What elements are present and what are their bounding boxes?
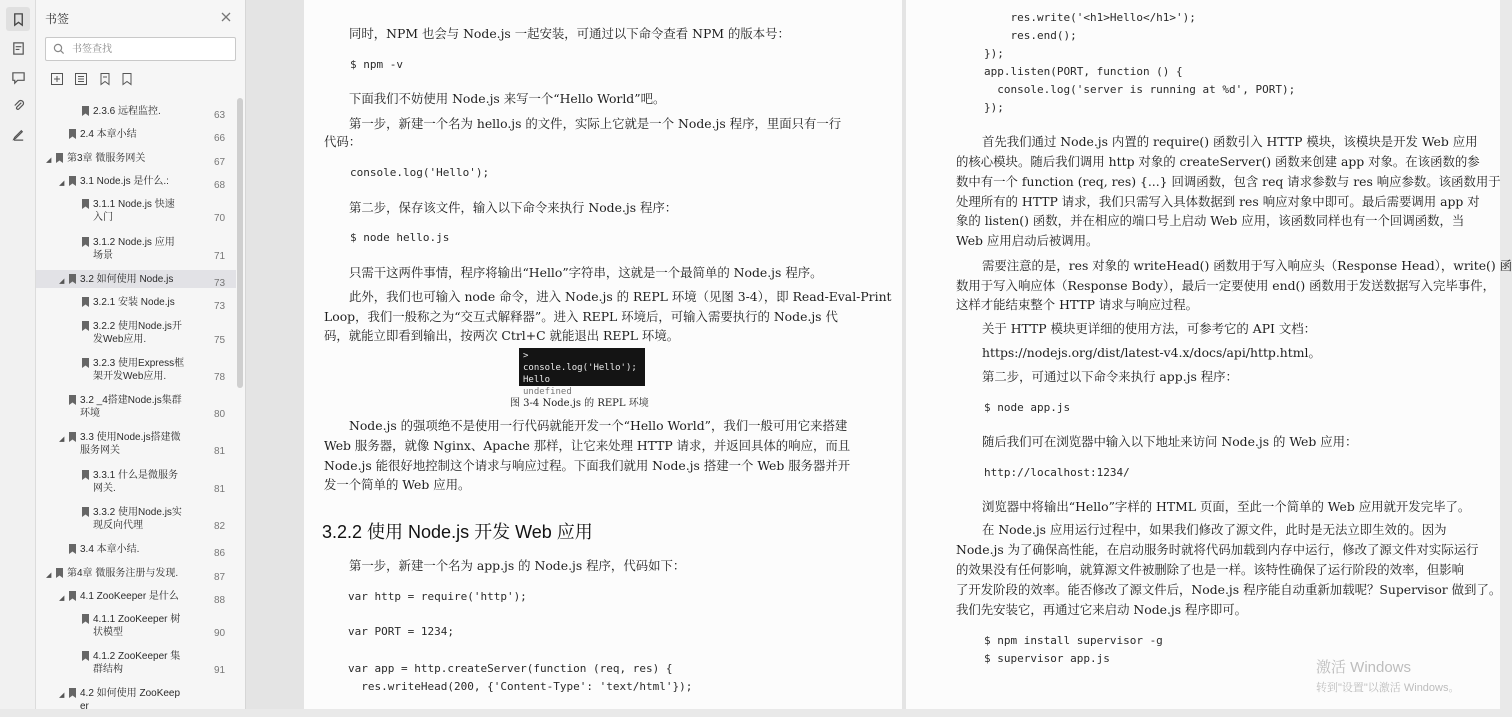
- bookmark-icon: [82, 614, 89, 624]
- paragraph: 第二步，保存该文件，输入以下命令来执行 Node.js 程序：: [349, 200, 678, 215]
- bookmark-label-line: 3.1.1 Node.js 快速: [93, 199, 175, 210]
- bookmark-item[interactable]: [36, 357, 236, 387]
- bookmark-icon: [82, 199, 89, 209]
- bookmark-label-line: 群结构: [93, 664, 123, 675]
- bookmark-label-line: 架开发Web应用.: [93, 371, 167, 382]
- bookmark-icon: [69, 591, 76, 601]
- bookmark-label-line: 3.3.1 什么是微服务: [93, 470, 179, 481]
- bookmark-icon: [82, 651, 89, 661]
- figure-caption: 图 3-4 Node.js 的 REPL 环境: [510, 398, 649, 409]
- bookmark-label: [93, 506, 182, 532]
- bookmark-label-line: 4.1.1 ZooKeeper 树: [93, 614, 181, 625]
- bookmark-label: [80, 273, 173, 286]
- bookmark-label-line: 2.3.6 远程监控.: [93, 106, 161, 117]
- bookmark-page-number: 88: [214, 595, 226, 606]
- bookmark-page-number: 82: [214, 521, 226, 532]
- search-input[interactable]: [72, 41, 227, 57]
- bookmark-item[interactable]: [36, 198, 236, 228]
- bookmark-item[interactable]: [36, 687, 236, 717]
- paragraph: 象的 listen() 函数，并在相应的端口号上启动 Web 应用，该函数同样也有一个回调函数，当: [956, 213, 1465, 228]
- bookmark-label-line: 4.2 如何使用 ZooKeep: [80, 688, 181, 699]
- bookmark-label: [93, 296, 175, 309]
- bookmark-label: [80, 687, 180, 713]
- paragraph: 此外，我们也可输入 node 命令，进入 Node.js 的 REPL 环境（见图 3-4），即 Read-Eval-Print: [349, 289, 892, 304]
- bookmark-item[interactable]: [36, 296, 236, 314]
- bookmark-item[interactable]: [36, 590, 236, 608]
- bookmark-item[interactable]: [36, 152, 236, 170]
- attachment-icon[interactable]: [6, 93, 30, 117]
- paragraph: 代码：: [324, 134, 362, 149]
- bookmark-item[interactable]: [36, 128, 236, 146]
- bookmark-label-line: 服务网关: [80, 445, 120, 456]
- expand-toggle-icon[interactable]: ◢: [59, 436, 65, 443]
- bookmark-label: [93, 613, 180, 639]
- paragraph: 第一步，新建一个名为 app.js 的 Node.js 程序，代码如下：: [349, 558, 686, 573]
- bookmark-item[interactable]: [36, 270, 236, 288]
- bookmark-item[interactable]: [36, 320, 236, 350]
- expand-toggle-icon[interactable]: ◢: [59, 692, 65, 699]
- bookmark-item[interactable]: [36, 613, 236, 643]
- bookmark-label: [93, 320, 182, 346]
- thumbnail-icon[interactable]: [6, 36, 30, 60]
- bookmark-label-line: 第3章 微服务网关: [67, 153, 146, 164]
- paragraph: 处理所有的 HTTP 请求，我们只需写入具体数据到 res 响应对象中即可。最后需要调用 app 对: [956, 194, 1480, 209]
- bookmark-tree: [36, 98, 236, 712]
- bookmark-label-line: 环境: [80, 408, 100, 419]
- expand-toggle-icon[interactable]: ◢: [59, 595, 65, 602]
- bookmark-icon: [82, 297, 89, 307]
- code-line: $ node app.js: [984, 401, 1071, 414]
- paragraph: 只需干这两件事情，程序将输出“Hello”字符串，这就是一个最简单的 Node.js 程序。: [349, 265, 823, 280]
- repl-line: Hello: [523, 375, 551, 385]
- bookmark-label-line: 3.2 _4搭建Node.js集群: [80, 395, 182, 406]
- paragraph: 关于 HTTP 模块更详细的使用方法，可参考它的 API 文档：: [982, 321, 1317, 336]
- bookmark-icon[interactable]: [6, 7, 30, 31]
- bookmark-label: [93, 357, 184, 383]
- search-icon: [53, 43, 65, 55]
- paragraph: 同时，NPM 也会与 Node.js 一起安装，可通过以下命令查看 NPM 的版本号：: [349, 26, 790, 41]
- bookmark-label-line: 2.4 本章小结: [80, 129, 137, 140]
- code-line: var http = require('http');: [348, 590, 527, 603]
- code-line: $ node hello.js: [350, 231, 450, 244]
- bookmark-label-line: er: [80, 701, 89, 712]
- bookmark-icon: [82, 470, 89, 480]
- signature-icon[interactable]: [6, 122, 30, 146]
- code-block: res.write('<h1>Hello</h1>'); res.end(); }); app.listen(PORT, function () { console.log('server is running at %d', PORT); });: [984, 11, 1296, 114]
- bookmark-icon: [69, 688, 76, 698]
- paragraph: Node.js 的强项绝不是使用一行代码就能开发一个“Hello World”，我们一般可用它来搭建: [349, 418, 848, 433]
- bookmark-page-number: 73: [214, 301, 226, 312]
- paragraph: 在 Node.js 应用运行过程中，如果我们修改了源文件，此时是无法立即生效的。因为: [982, 522, 1447, 537]
- code-line: http://localhost:1234/: [984, 466, 1130, 479]
- bookmark-outline-icon[interactable]: [120, 72, 134, 86]
- paragraph: 需要注意的是，res 对象的 writeHead() 函数用于写入响应头（Response Head），write() 函: [982, 258, 1512, 273]
- bookmark-label: [93, 650, 180, 676]
- bookmark-label-line: 第4章 微服务注册与发现.: [67, 568, 179, 579]
- paragraph: 首先我们通过 Node.js 内置的 require() 函数引入 HTTP 模块，该模块是开发 Web 应用: [982, 134, 1478, 149]
- paragraph: Web 服务器，就像 Nginx、Apache 那样，让它来处理 HTTP 请求，并返回具体的响应，而且: [324, 438, 851, 453]
- bookmark-label-line: 4.1.2 ZooKeeper 集: [93, 651, 181, 662]
- bookmark-item[interactable]: [36, 105, 236, 123]
- bookmark-label: [80, 394, 182, 420]
- bookmark-page-number: 67: [214, 157, 226, 168]
- bookmark-label: [93, 236, 175, 262]
- bookmark-icon: [56, 153, 63, 163]
- bookmark-page-number: 90: [214, 628, 226, 639]
- collapse-all-icon[interactable]: [74, 72, 88, 86]
- bookmark-page-number: 70: [214, 213, 226, 224]
- bookmark-page-number: 86: [214, 548, 226, 559]
- expand-toggle-icon[interactable]: ◢: [59, 278, 65, 285]
- bookmark-label: [80, 431, 181, 457]
- bookmark-page-number: 81: [214, 446, 226, 457]
- bookmark-icon: [69, 395, 76, 405]
- paragraph: 浏览器中将输出“Hello”字样的 HTML 页面，至此一个简单的 Web 应用就开发完毕了。: [982, 499, 1471, 514]
- bookmark-icon: [69, 274, 76, 284]
- paragraph: 这样才能结束整个 HTTP 请求与响应过程。: [956, 297, 1199, 312]
- bookmark-page-number: 66: [214, 133, 226, 144]
- bookmark-page-number: 87: [214, 572, 226, 583]
- code-line: var app = http.createServer(function (req, res) {: [348, 662, 673, 675]
- bookmark-panel: [36, 0, 246, 712]
- code-line: console.log('Hello');: [350, 166, 490, 179]
- bookmark-label: [80, 590, 179, 603]
- document-view: [246, 0, 1512, 709]
- bookmark-item[interactable]: [36, 567, 236, 585]
- paragraph: 码，就能立即看到输出，按两次 Ctrl+C 就能退出 REPL 环境。: [324, 328, 680, 343]
- bookmark-label-line: 发Web应用.: [93, 334, 147, 345]
- code-line: $ npm -v: [350, 58, 403, 71]
- bookmark-label: [80, 128, 137, 141]
- bookmark-icon: [82, 237, 89, 247]
- bookmark-page-number: 63: [214, 110, 226, 121]
- expand-toggle-icon[interactable]: ◢: [59, 180, 65, 187]
- pdf-page-left: [304, 0, 902, 709]
- bookmark-item[interactable]: [36, 175, 236, 193]
- bookmark-page-number: 81: [214, 484, 226, 495]
- bookmark-label-line: 3.2.2 使用Node.js开: [93, 321, 182, 332]
- bookmark-icon: [69, 129, 76, 139]
- bookmark-icon: [82, 507, 89, 517]
- panel-scrollbar[interactable]: [237, 98, 243, 388]
- paragraph: 的核心模块。随后我们调用 http 对象的 createServer() 函数来创建 app 对象。在该函数的参: [956, 154, 1480, 169]
- bookmark-page-number: 91: [214, 665, 226, 676]
- paragraph: 的效果没有任何影响，就算源文件被删除了也是一样。该特性确保了运行阶段的效率，但影响: [956, 562, 1465, 577]
- bookmark-icon: [56, 568, 63, 578]
- bookmark-item[interactable]: [36, 506, 236, 536]
- activate-windows-watermark: [1316, 656, 1460, 695]
- paragraph: Node.js 为了确保高性能，在启动服务时就将代码加载到内存中运行，修改了源文件对实际运行: [956, 542, 1479, 557]
- bookmark-item[interactable]: [36, 394, 236, 424]
- bookmark-label-line: 状模型: [93, 627, 123, 638]
- panel-title: 书签: [45, 12, 70, 26]
- bookmark-label-line: 3.3 使用Node.js搭建微: [80, 432, 181, 443]
- paragraph: 随后我们可在浏览器中输入以下地址来访问 Node.js 的 Web 应用：: [982, 434, 1358, 449]
- bookmark-label: [67, 152, 145, 165]
- paragraph: 我们先安装它，再通过它来启动 Node.js 程序即可。: [956, 602, 1248, 617]
- bookmark-label-line: 入门: [93, 212, 113, 223]
- comment-icon[interactable]: [6, 65, 30, 89]
- section-heading: 3.2.2 使用 Node.js 开发 Web 应用: [322, 522, 593, 542]
- repl-line: undefined: [523, 387, 572, 397]
- bookmark-label: [93, 198, 175, 224]
- paragraph: Loop，我们一般称之为“交互式解释器”。进入 REPL 环境后，可输入需要执行的 Node.js 代: [324, 309, 838, 324]
- bookmark-label: [80, 175, 169, 188]
- watermark-line: 激活 Windows: [1316, 659, 1412, 676]
- bookmark-item[interactable]: [36, 650, 236, 680]
- bookmark-label-line: 3.1 Node.js 是什么.:: [80, 176, 169, 187]
- paragraph: 数用于写入响应体（Response Body），最后一定要使用 end() 函数用于发送数据写入完毕事件，: [956, 278, 1495, 293]
- sidebar-rail: [0, 0, 36, 709]
- bookmark-label-line: 3.2 如何使用 Node.js: [80, 274, 174, 285]
- bookmark-label-line: 4.1 ZooKeeper 是什么: [80, 591, 179, 602]
- paragraph: 了开发阶段的效率。能否修改了源文件后，Node.js 程序能自动重新加载呢？Supervisor 做到了。: [956, 582, 1502, 597]
- paragraph: Node.js 能很好地控制这个请求与响应过程。下面我们就用 Node.js 搭建一个 Web 服务器并开: [324, 458, 851, 473]
- bookmark-label-line: 3.1.2 Node.js 应用: [93, 237, 175, 248]
- code-line: $ npm install supervisor -g: [984, 634, 1163, 647]
- bookmark-icon: [82, 358, 89, 368]
- bookmark-icon: [69, 432, 76, 442]
- watermark-line: 转到"设置"以激活 Windows。: [1316, 682, 1460, 694]
- bookmark-page-number: 71: [214, 251, 226, 262]
- paragraph: 第一步，新建一个名为 hello.js 的文件，实际上它就是一个 Node.js 程序，里面只有一行: [349, 116, 842, 131]
- bookmark-label-line: 3.3.2 使用Node.js实: [93, 507, 182, 518]
- bookmark-icon: [82, 106, 89, 116]
- bookmark-page-number: 80: [214, 409, 226, 420]
- bookmark-item[interactable]: [36, 469, 236, 499]
- code-line: var PORT = 1234;: [348, 625, 454, 638]
- bookmark-page-number: 75: [214, 335, 226, 346]
- paragraph: 数中有一个 function (req, res) {...} 回调函数，包含 req 请求参数与 res 响应参数。该函数用于: [956, 174, 1501, 189]
- paragraph: 第二步，可通过以下命令来执行 app.js 程序：: [982, 369, 1238, 384]
- repl-line: > console.log('Hello');: [523, 351, 637, 373]
- paragraph: 下面我们不妨使用 Node.js 来写一个“Hello World”吧。: [349, 91, 666, 106]
- bookmark-label-line: 网关.: [93, 483, 116, 494]
- close-icon[interactable]: [218, 9, 234, 25]
- bookmark-icon: [69, 544, 76, 554]
- bookmark-search-box[interactable]: [45, 37, 236, 61]
- bookmark-page-number: 73: [214, 278, 226, 289]
- bookmark-item[interactable]: [36, 236, 236, 266]
- doc-url: https://nodejs.org/dist/latest-v4.x/docs/api/http.html。: [982, 345, 1321, 360]
- bookmark-item[interactable]: [36, 431, 236, 461]
- add-bookmark-icon[interactable]: [98, 72, 112, 86]
- bookmark-label: [67, 567, 178, 580]
- bookmark-label: [93, 105, 161, 118]
- code-line: res.writeHead(200, {'Content-Type': 'text/html'});: [348, 680, 693, 693]
- bookmark-item[interactable]: [36, 543, 236, 561]
- code-line: $ supervisor app.js: [984, 652, 1110, 665]
- bookmark-label: [80, 543, 139, 556]
- expand-toggle-icon[interactable]: ◢: [46, 572, 52, 579]
- bookmark-label-line: 3.2.1 安装 Node.js: [93, 297, 175, 308]
- bookmark-label-line: 3.4 本章小结.: [80, 544, 140, 555]
- bookmark-icon: [69, 176, 76, 186]
- bookmark-icon: [82, 321, 89, 331]
- paragraph: 发一个简单的 Web 应用。: [324, 477, 471, 492]
- bookmark-label-line: 3.2.3 使用Express框: [93, 358, 185, 369]
- paragraph: Web 应用启动后被调用。: [956, 233, 1099, 248]
- bookmark-label: [93, 469, 178, 495]
- bookmark-label-line: 现反向代理: [93, 520, 143, 531]
- bookmark-page-number: 78: [214, 372, 226, 383]
- pdf-page-right: [906, 0, 1512, 709]
- bookmark-label-line: 场景: [93, 250, 113, 261]
- expand-toggle-icon[interactable]: ◢: [46, 157, 52, 164]
- repl-screenshot: [519, 348, 645, 397]
- expand-all-icon[interactable]: [50, 72, 64, 86]
- bookmark-page-number: 68: [214, 180, 226, 191]
